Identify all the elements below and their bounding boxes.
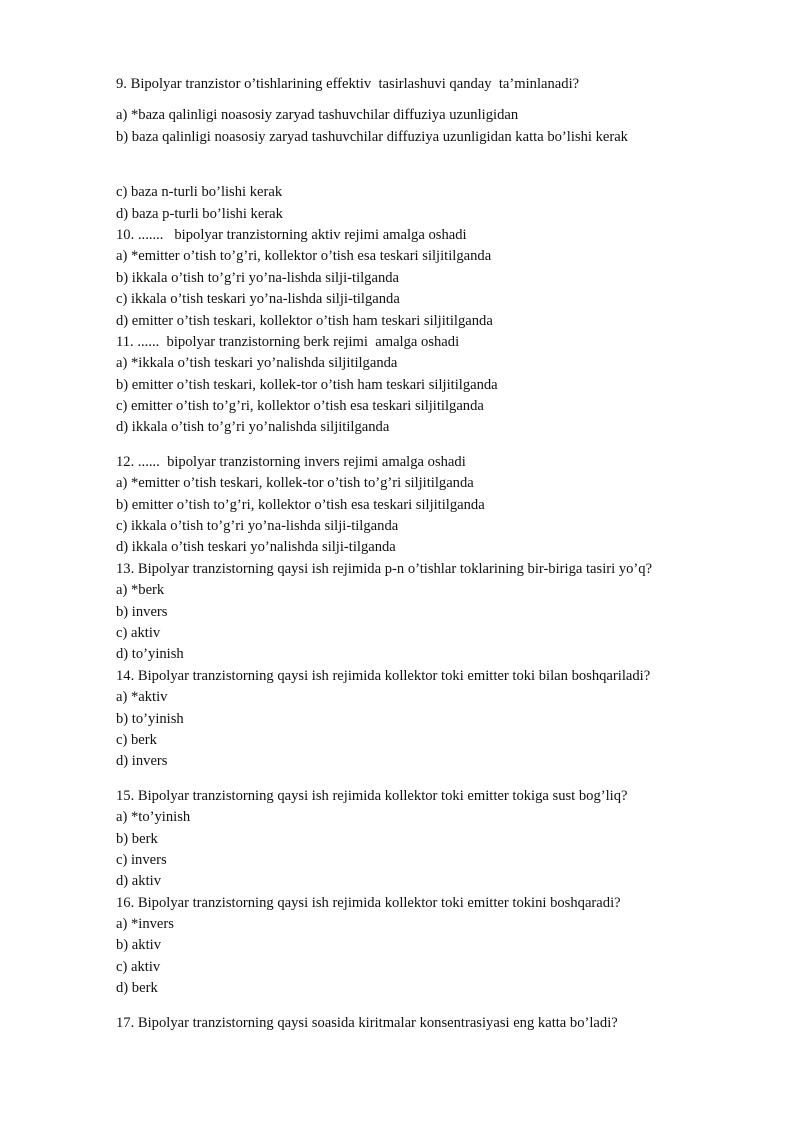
question-9-text: 9. Bipolyar tranzistor o’tishlarining effektiv tasirlashuvi qanday ta’minlanadi? [116, 76, 580, 92]
question-15-text: 15. Bipolyar tranzistorning qaysi ish rejimida kollektor toki emitter tokiga sust bog’liq? [116, 787, 628, 804]
question-17-text: 17. Bipolyar tranzistorning qaysi soasida kiritmalar konsentrasiyasi eng katta bo’ladi? [116, 1014, 618, 1031]
question-11-option-c: c) emitter o’tish to’g’ri, kollektor o’tish esa teskari siljitilganda [116, 398, 484, 415]
question-10-option-b: b) ikkala o’tish to’g’ri yo’na-lishda silji-tilganda [116, 269, 400, 286]
question-9-option-a: a) *baza qalinligi noasosiy zaryad tashuvchilar diffuziya uzunligidan [116, 107, 519, 124]
question-11-text: 11. ...... bipolyar tranzistorning berk rejimi amalga oshadi [116, 333, 460, 350]
question-14-option-a: a) *aktiv [116, 689, 168, 706]
question-15-option-c: c) invers [116, 851, 167, 868]
question-12-text: 12. ...... bipolyar tranzistorning invers rejimi amalga oshadi [116, 453, 466, 470]
question-9-option-b: b) baza qalinligi noasosiy zaryad tashuvchilar diffuziya uzunligidan katta bo’lishi kerak [116, 128, 628, 145]
question-16-option-d: d) berk [116, 980, 158, 997]
question-11-option-a: a) *ikkala o’tish teskari yo’nalishda siljitilganda [116, 355, 398, 372]
question-11-option-d: d) ikkala o’tish to’g’ri yo’nalishda siljitilganda [116, 419, 390, 436]
question-13-text: 13. Bipolyar tranzistorning qaysi ish rejimida p-n o’tishlar toklarining bir-biriga tasiri yo’q? [116, 560, 653, 577]
question-12-option-c: c) ikkala o’tish to’g’ri yo’na-lishda silji-tilganda [116, 518, 399, 535]
question-16-option-a: a) *invers [116, 916, 174, 933]
question-10-option-d: d) emitter o’tish teskari, kollektor o’tish ham teskari siljitilganda [116, 312, 493, 329]
question-12-option-b: b) emitter o’tish to’g’ri, kollektor o’tish esa teskari siljitilganda [116, 496, 485, 513]
question-list [116, 74, 736, 1034]
question-16-option-c: c) aktiv [116, 958, 161, 975]
question-11-option-b: b) emitter o’tish teskari, kollek-tor o’tish ham teskari siljitilganda [116, 376, 498, 393]
question-16-option-b: b) aktiv [116, 937, 161, 954]
question-15-option-d: d) aktiv [116, 873, 161, 890]
question-10-text: 10. ....... bipolyar tranzistorning aktiv rejimi amalga oshadi [116, 226, 467, 243]
question-9-option-d: d) baza p-turli bo’lishi kerak [116, 205, 283, 222]
question-13-option-d: d) to’yinish [116, 646, 184, 663]
question-14-option-c: c) berk [116, 731, 157, 748]
question-13-option-a: a) *berk [116, 582, 165, 599]
question-10-option-a: a) *emitter o’tish to’g’ri, kollektor o’tish esa teskari siljitilganda [116, 248, 492, 265]
question-10-option-c: c) ikkala o’tish teskari yo’na-lishda silji-tilganda [116, 291, 400, 308]
question-13-option-c: c) aktiv [116, 624, 161, 641]
question-13-option-b: b) invers [116, 603, 168, 620]
question-14-text: 14. Bipolyar tranzistorning qaysi ish rejimida kollektor toki emitter toki bilan boshqariladi? [116, 667, 651, 684]
question-16-text: 16. Bipolyar tranzistorning qaysi ish rejimida kollektor toki emitter tokini boshqaradi? [116, 894, 621, 911]
question-9-option-c: c) baza n-turli bo’lishi kerak [116, 184, 283, 201]
question-14-option-d: d) invers [116, 753, 168, 770]
question-15-option-a: a) *to’yinish [116, 809, 191, 826]
question-12-option-d: d) ikkala o’tish teskari yo’nalishda silji-tilganda [116, 539, 396, 556]
question-15-option-b: b) berk [116, 830, 158, 847]
question-14-option-b: b) to’yinish [116, 710, 184, 727]
question-12-option-a: a) *emitter o’tish teskari, kollek-tor o’tish to’g’ri siljitilganda [116, 475, 474, 492]
